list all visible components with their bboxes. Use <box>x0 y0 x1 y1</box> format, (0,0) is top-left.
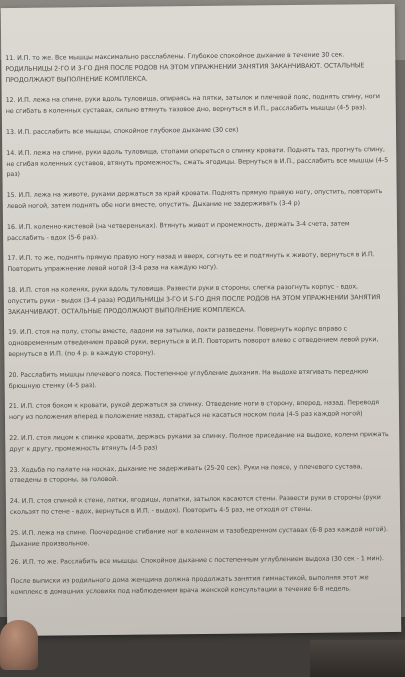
exercise-13: 13. И.П. расслабить все мышцы, спокойное глубокое дыхание (30 сек) <box>5 126 239 137</box>
exercise-25: 25. И.П. лежа на спине. Поочередное сгибание ног в коленном и тазобедренном суставах (6-8 раз каждой ногой). Дыхание произвольное. <box>10 525 388 548</box>
exercise-list <box>5 50 393 607</box>
exercise-17: 17. И.П. то же, поднять прямую правую ногу назад и вверх, согнуть ее и подтянуть к животу, вернуться в И.П. Повторить упражнение левой ногой (3-4 раза на каждую ногу). <box>7 251 375 274</box>
exercise-23: 23. Ходьба по палате на носках, дыхание не задерживать (25-20 сек). Руки на поясе, у плечевого сустава, отведены в стороны, за головой. <box>9 462 363 485</box>
exercise-21: 21. И.П. стоя боком к кровати, рукой держаться за спинку. Отведение ноги в сторону, вперед, назад. Переводя ногу из положения вперед в положение назад, стараться не касаться носком пола (4-5 раз каждой ногой) <box>8 399 380 422</box>
document-page <box>1 4 402 636</box>
exercise-24: 24. И.П. стоя спиной к стене, пятки, ягодицы, лопатки, затылок касаются стены. Развести руки в стороны (руки скользят по стене - вдох, вернуться в И.П. - выдох). Повторить 4-5 раз, не отходя от стены. <box>9 494 381 516</box>
exercise-19: 19. И.П. стоя на полу, стопы вместе, ладони на затылке, локти разведены. Повернуть корпус вправо с одновременным отведением правой руки, вернуться в И.П. Повторить поворот влево с отведением левой руки, вернуться в И.П. (по 4 р. в каждую сторону). <box>8 325 379 358</box>
exercise-18: 18. И.П. стоя на коленях, руки вдоль туловища. Развести руки в стороны, слегка разогнуть корпус - вдох, опустить руки - выдох (3-4 раза) РОДИЛЬНИЦЫ 3-ГО И 5-ГО ДНЯ ПОСЛЕ РОДОВ НА ЭТОМ УПРАЖНЕНИИ ЗАНЯТИЯ ЗАКАНЧИВАЮТ. ОСТАЛЬНЫЕ ПРОДОЛЖАЮТ ВЫПОЛНЕНИЕ КОМПЛЕКСА. <box>7 283 381 316</box>
exercise-20: 20. Расслабить мышцы плечевого пояса. Постепенное углубление дыхания. На выдохе втягивать переднюю брюшную стенку (4-5 раз). <box>8 367 369 390</box>
exercise-12: 12. И.П. лежа на спине, руки вдоль туловища, опираясь на пятки, затылок и плечевой пояс, поднять спину, ноги не сгибать в коленных суставах, сильно втянуть тазовое дно, вернуться в И.П., расслабить мышцы (4-5 раз). <box>5 93 380 116</box>
exercise-14: 14. И.П. лежа на спине, руки вдоль туловища, стопами опереться о спинку кровати. Поднять таз, прогнуть спину, не сгибая коленных суставов, втянуть промежность, сжать ягодицы. Вернуться в И.П., расслабить все мышцы (4-5 раз) <box>6 145 389 179</box>
exercise-16: 16. И.П. коленно-кистевой (на четвереньках). Втянуть живот и промежность, держать 3-4 счета, затем расслабить - вдох (5-6 раз). <box>6 220 350 242</box>
thumb <box>0 620 38 670</box>
closing-note: После выписки из родильного дома женщина должна продолжать занятия гимнастикой, выполняя этот же комплекс в домашних условиях под наблюдением врача женской консультации в течение 6-8 недель. <box>10 574 369 596</box>
exercise-26: 26. И.П. то же. Расслабить все мышцы. Спокойное дыхание с постепенным углублением выдоха (30 сек - 1 мин). <box>10 555 384 567</box>
exercise-15: 15. И.П. лежа на животе, руками держаться за край кровати. Поднять прямую правую ногу, опустить, повторить левой ногой, затем поднять обе ноги вместе, опустить. Дыхание не задерживать (3-4 р) <box>6 188 383 210</box>
shadow-corner <box>310 640 405 677</box>
exercise-22: 22. И.П. стоя лицом к спинке кровати, держась руками за спинку. Полное приседание на выдохе, колени прижать друг к другу, промежность втянуть (4-5 раз) <box>9 430 389 453</box>
exercise-11: 11. И.П. то же. Все мышцы максимально расслаблены. Глубокое спокойное дыхание в течение 30 сек. РОДИЛЬНИЦЫ 2-ГО И 3-ГО ДНЯ ПОСЛЕ РОДОВ НА ЭТОМ УПРАЖНЕНИИ ЗАНЯТИЯ ЗАКАНЧИВАЮТ. ОСТАЛЬНЫЕ ПРОДОЛЖАЮТ ВЫПОЛНЕНИЕ КОМПЛЕКСА. <box>5 51 365 84</box>
